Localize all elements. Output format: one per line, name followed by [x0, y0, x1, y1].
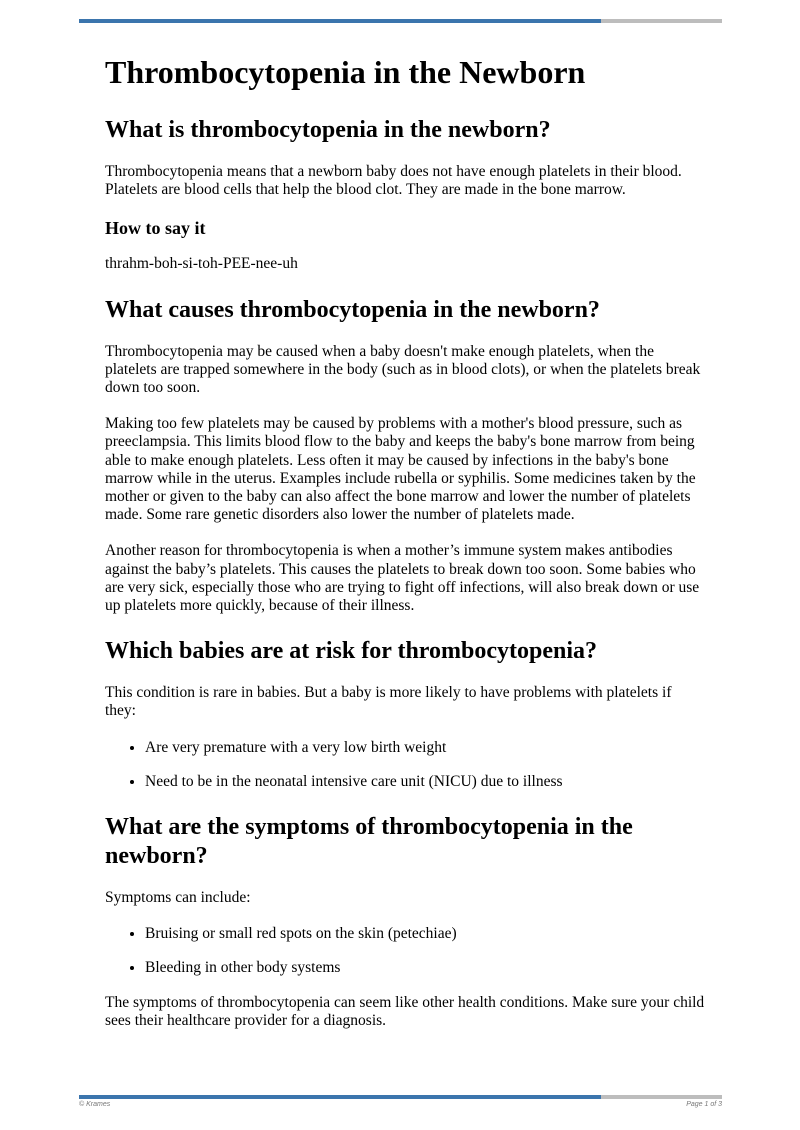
footer-progress-bar	[79, 1095, 722, 1099]
header-bar-track	[601, 19, 722, 23]
list-item: • Are very premature with a very low birth weight	[145, 739, 705, 757]
document-body	[105, 52, 705, 1048]
page-footer	[79, 1101, 722, 1108]
list-item: • Bleeding in other body systems	[145, 959, 705, 977]
paragraph: The symptoms of thrombocytopenia can seem like other health conditions. Make sure your child sees their healthcare provider for a diagnosis.	[105, 993, 705, 1029]
page-number: Page 1 of 3	[686, 1101, 722, 1108]
section-symptoms	[105, 813, 705, 1030]
header-bar-accent	[79, 19, 601, 23]
section-heading: Which babies are at risk for thrombocytopenia?	[105, 638, 598, 665]
section-what-is	[105, 116, 705, 274]
section-heading: What causes thrombocytopenia in the newborn?	[105, 296, 600, 323]
section-causes	[105, 296, 705, 616]
pronunciation: thrahm-boh-si-toh-PEE-nee-uh	[105, 255, 298, 273]
section-heading: What is thrombocytopenia in the newborn?	[105, 117, 551, 143]
section-risk	[105, 637, 705, 791]
header-progress-bar	[79, 19, 722, 23]
list-item: • Bruising or small red spots on the skin (petechiae)	[145, 925, 705, 943]
paragraph: Symptoms can include:	[105, 889, 251, 907]
page-title: Thrombocytopenia in the Newborn	[105, 54, 586, 90]
copyright-text: © Krames	[79, 1101, 111, 1108]
symptoms-list	[105, 925, 705, 977]
section-heading: What are the symptoms of thrombocytopenia in the newborn?	[105, 814, 633, 870]
risk-list	[105, 739, 705, 791]
footer-bar-accent	[79, 1095, 601, 1099]
list-item: • Need to be in the neonatal intensive care unit (NICU) due to illness	[145, 773, 705, 791]
paragraph: Another reason for thrombocytopenia is when a mother’s immune system makes antibodies against the baby’s platelets. This causes the platelets to break down too soon. Some babies who are very sick, especially those who are trying to fight off infections, will also break down or use up platelets more quickly, because of their illness.	[105, 542, 700, 615]
footer-bar-track	[601, 1095, 722, 1099]
paragraph: Thrombocytopenia means that a newborn baby does not have enough platelets in their blood. Platelets are blood cells that help the blood clot. They are made in the bone marrow.	[105, 163, 682, 199]
paragraph: Making too few platelets may be caused by problems with a mother's blood pressure, such as preeclampsia. This limits blood flow to the baby and keeps the baby's bone marrow from being able to make enough platelets. Less often it may be caused by infections in the baby's bone marrow while in the uterus. Examples include rubella or syphilis. Some medicines taken by the mother or given to the baby can also affect the bone marrow and lower the number of platelets made. Some rare genetic disorders also lower the number of platelets made.	[105, 415, 696, 524]
paragraph: Thrombocytopenia may be caused when a baby doesn't make enough platelets, when the platelets are trapped somewhere in the body (such as in blood clots), or when the platelets break down too soon.	[105, 342, 701, 397]
subheading-how-to-say: How to say it	[105, 218, 206, 239]
paragraph: This condition is rare in babies. But a baby is more likely to have problems with platelets if they:	[105, 684, 672, 720]
